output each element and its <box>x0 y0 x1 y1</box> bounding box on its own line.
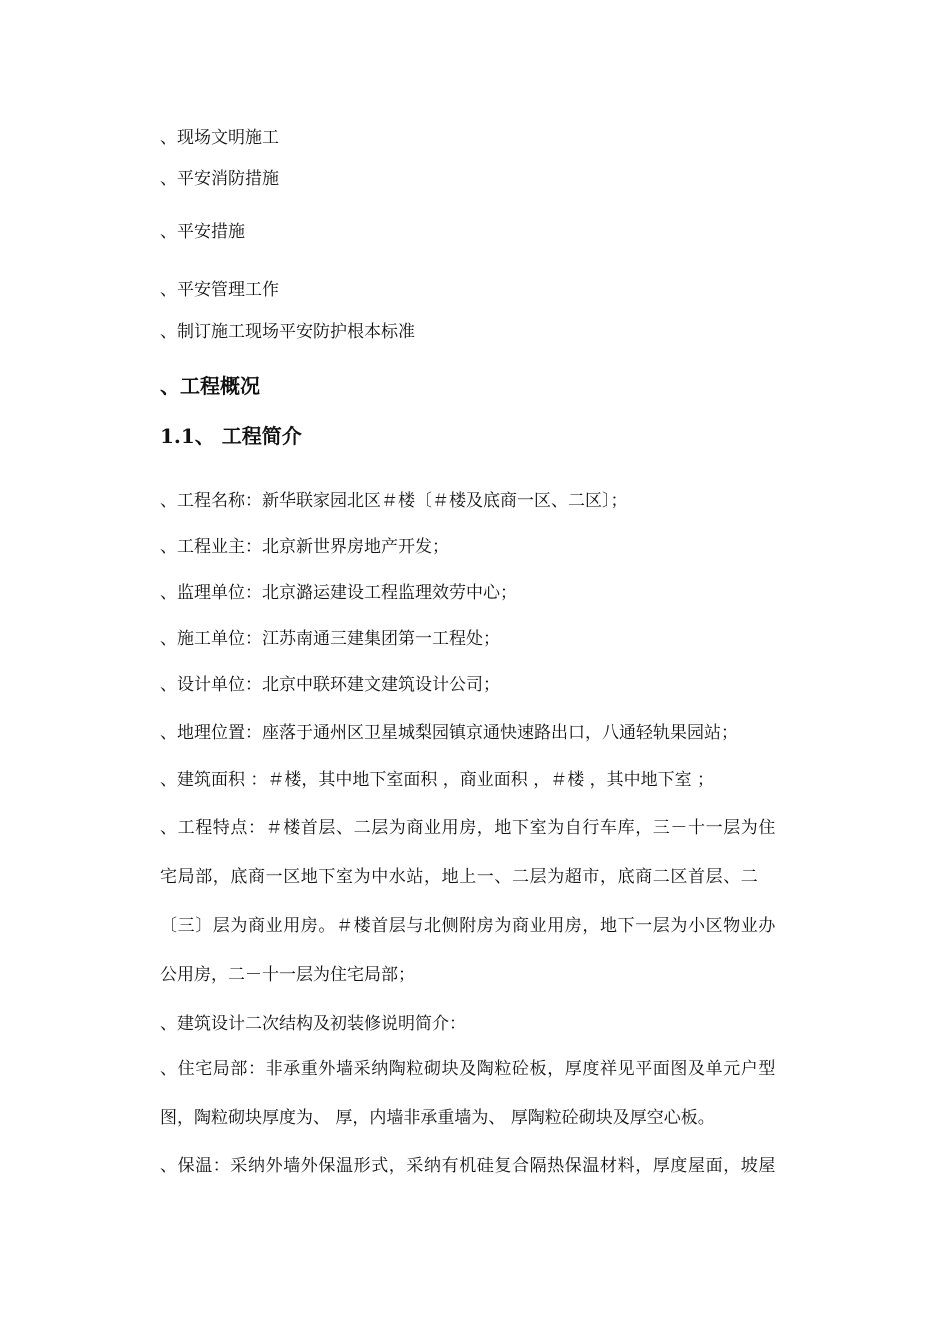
features-line: 〔三〕层为商业用房。＃楼首层与北侧附房为商业用房，地下一层为小区物业办 <box>160 916 776 936</box>
paragraph: 、设计单位：北京中联环建文建筑设计公司； <box>160 675 500 695</box>
design-intro: 、建筑设计二次结构及初装修说明简介： <box>160 1014 466 1034</box>
paragraph: 、工程业主：北京新世界房地产开发； <box>160 537 449 557</box>
paragraph: 、地理位置：座落于通州区卫星城梨园镇京通快速路出口，八通轻轨果园站； <box>160 723 738 743</box>
subsection-title: 1.1、 工程简介 <box>160 424 302 448</box>
toc-item: 、平安措施 <box>160 222 245 242</box>
paragraph: 、监理单位：北京潞运建设工程监理效劳中心； <box>160 583 517 603</box>
features-line: 宅局部，底商一区地下室为中水站，地上一、二层为超市，底商二区首层、二 <box>160 867 759 887</box>
toc-item: 、平安消防措施 <box>160 169 279 189</box>
toc-item: 、平安管理工作 <box>160 280 279 300</box>
features-line: 公用房，二－十一层为住宅局部； <box>160 965 415 985</box>
paragraph: 、施工单位：江苏南通三建集团第一工程处； <box>160 629 500 649</box>
residential-line: 图，陶粒砌块厚度为、 厚，内墙非承重墙为、 厚陶粒砼砌块及厚空心板。 <box>160 1108 715 1128</box>
section-title: 、工程概况 <box>160 374 260 398</box>
residential-line: 、住宅局部：非承重外墙采纳陶粒砌块及陶粒砼板，厚度祥见平面图及单元户型 <box>160 1059 776 1079</box>
toc-item: 、现场文明施工 <box>160 128 279 148</box>
insulation-line: 、保温：采纳外墙外保温形式，采纳有机硅复合隔热保温材料，厚度屋面，坡屋 <box>160 1156 776 1176</box>
paragraph: 、建筑面积 ：＃楼，其中地下室面积 ，商业面积 ，＃楼 ，其中地下室 ； <box>160 770 715 790</box>
features-line: 、工程特点：＃楼首层、二层为商业用房，地下室为自行车库，三－十一层为住 <box>160 818 776 838</box>
paragraph: 、工程名称：新华联家园北区＃楼〔＃楼及底商一区、二区〕； <box>160 491 628 511</box>
toc-item: 、制订施工现场平安防护根本标准 <box>160 322 415 342</box>
